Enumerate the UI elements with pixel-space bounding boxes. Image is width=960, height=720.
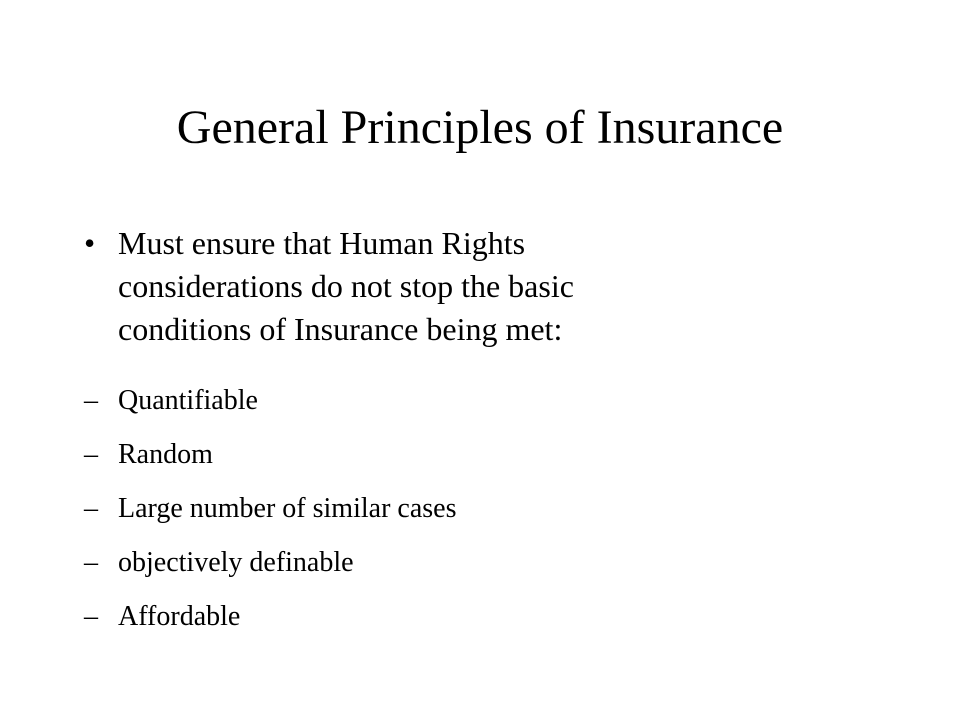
bullet-line: conditions of Insurance being met: bbox=[118, 311, 563, 347]
bullet-text bbox=[118, 222, 778, 351]
dash-marker: – bbox=[84, 385, 98, 416]
sub-bullet-item bbox=[84, 383, 784, 437]
dash-marker: – bbox=[84, 439, 98, 470]
dash-marker: – bbox=[84, 601, 98, 632]
dash-marker: – bbox=[84, 493, 98, 524]
sub-bullet-item bbox=[84, 491, 784, 545]
sub-bullet-item bbox=[84, 599, 784, 653]
sub-bullet-text: Random bbox=[118, 439, 213, 470]
sub-bullet-text: Affordable bbox=[118, 601, 241, 632]
sub-bullet-text: Quantifiable bbox=[118, 385, 258, 416]
sub-bullet-text: Large number of similar cases bbox=[118, 493, 457, 524]
bullet-line: considerations do not stop the basic bbox=[118, 268, 574, 304]
bullet-line: Must ensure that Human Rights bbox=[118, 225, 526, 261]
slide-title: General Principles of Insurance bbox=[176, 101, 784, 154]
sub-bullet-text: objectively definable bbox=[118, 547, 354, 578]
dash-marker: – bbox=[84, 547, 98, 578]
sub-bullet-item bbox=[84, 437, 784, 491]
sub-bullet-list bbox=[84, 383, 784, 653]
sub-bullet-item bbox=[84, 545, 784, 599]
bullet-marker: • bbox=[84, 225, 96, 261]
